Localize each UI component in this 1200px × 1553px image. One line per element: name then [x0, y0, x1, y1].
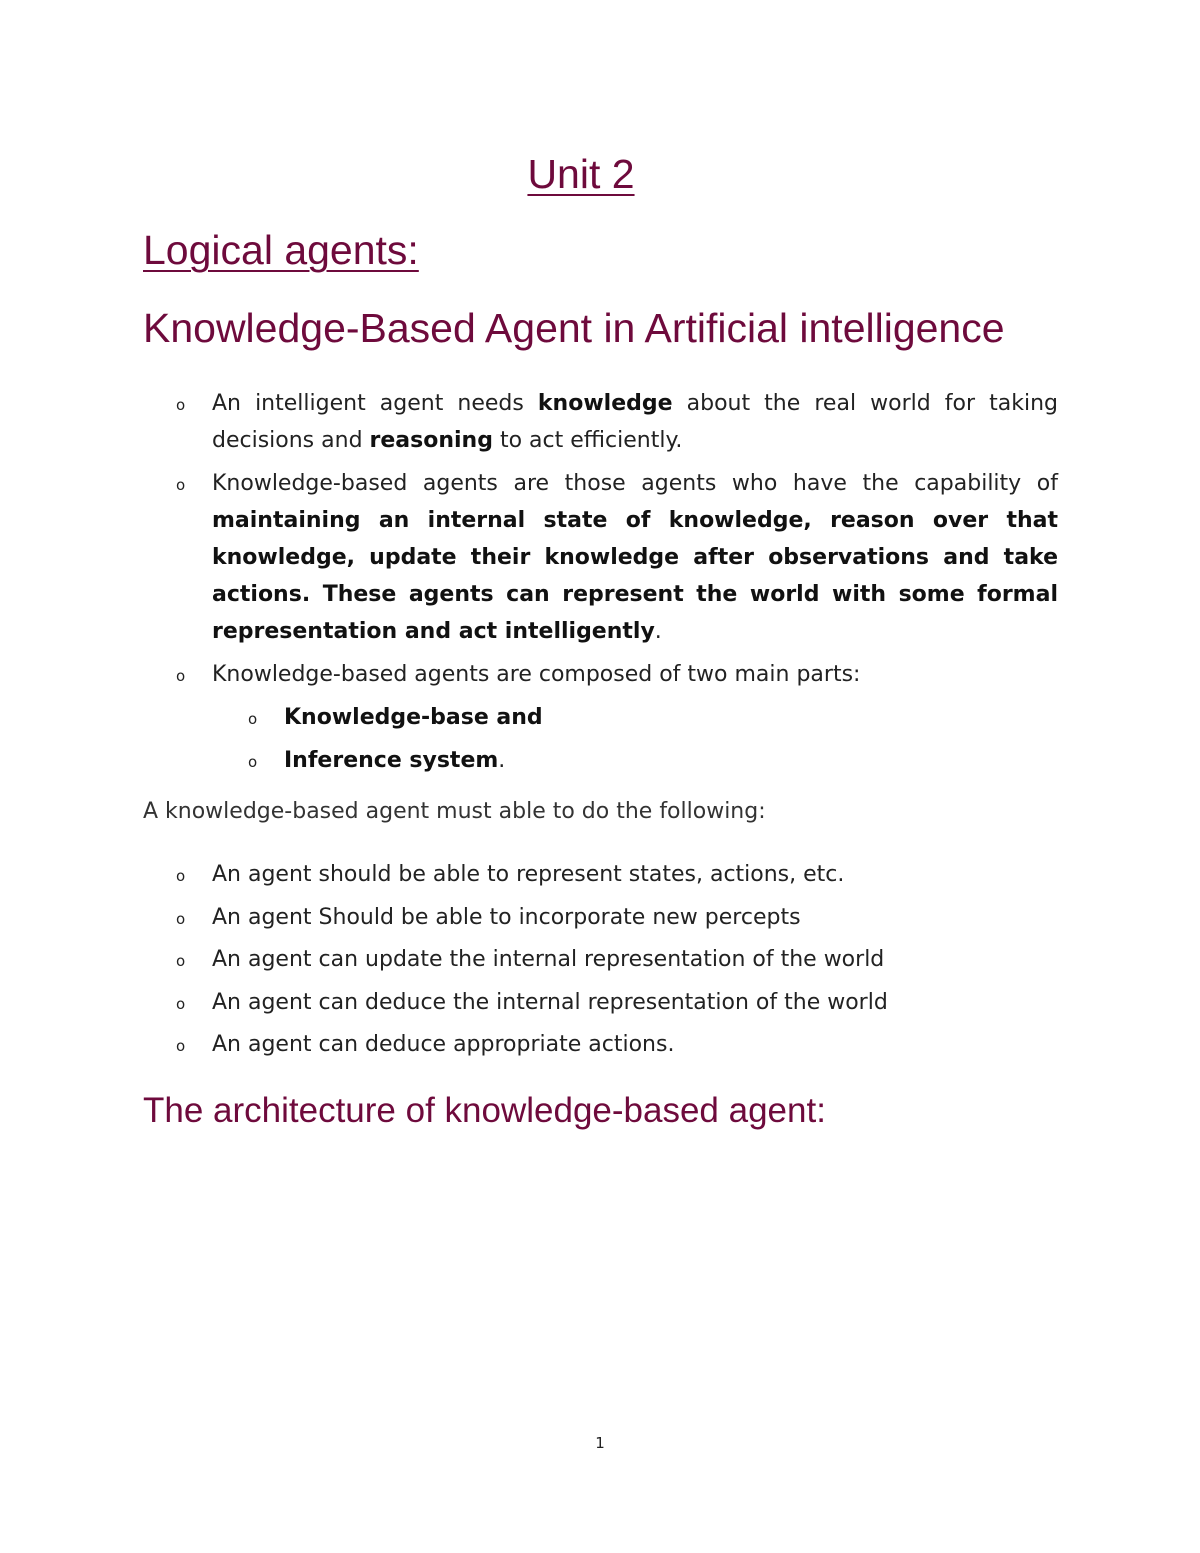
list-item: [176, 901, 1072, 935]
point-bold-text: knowledge: [537, 391, 673, 416]
bullet-icon: o: [176, 667, 186, 685]
intro-line: A knowledge-based agent must able to do the following:: [143, 799, 766, 824]
list-item: [176, 1028, 1072, 1062]
bullet-icon: o: [176, 909, 186, 928]
parts-sublist: [212, 699, 1058, 779]
sublist-item-text: Inference system: [284, 748, 499, 773]
bullet-icon: o: [176, 994, 186, 1013]
point-text: Knowledge-based agents are composed of two main parts:: [212, 662, 861, 687]
kba-bullet-list: [176, 385, 1058, 785]
page-number: 1: [595, 1434, 605, 1452]
point-text: An intelligent agent needs: [212, 391, 538, 416]
point-text: Knowledge-based agents are those agents who have the capability of: [212, 471, 1058, 496]
unit-title: Unit 2: [527, 151, 635, 197]
list-item: [176, 656, 1058, 779]
point-text: .: [654, 619, 662, 644]
list-item: [176, 943, 1072, 977]
abilities-list: [176, 858, 1072, 1071]
bullet-icon: o: [248, 710, 258, 728]
list-item: [176, 858, 1072, 892]
point-bold-text: reasoning: [369, 428, 493, 453]
ability-text: An agent can deduce the internal representation of the world: [212, 989, 888, 1015]
bullet-icon: o: [176, 1037, 186, 1055]
ability-text: An agent should be able to represent states, actions, etc.: [212, 862, 845, 887]
architecture-heading: The architecture of knowledge-based agent:: [143, 1091, 826, 1130]
list-item: [176, 465, 1058, 650]
list-item: [176, 385, 1058, 459]
sublist-item: [212, 742, 1058, 779]
section-heading: Logical agents:: [143, 227, 419, 273]
list-item: [176, 986, 1072, 1020]
sublist-item-end: .: [498, 748, 506, 773]
bullet-icon: o: [176, 396, 186, 414]
point-bold-text: maintaining an internal state of knowledge, reason over that knowledge, update their knowledge after observations and take actions. These agents can represent the world with some formal representation and act intelligently: [212, 508, 1058, 644]
bullet-icon: o: [248, 753, 258, 771]
bullet-icon: o: [176, 867, 186, 885]
topic-heading: Knowledge-Based Agent in Artificial intelligence: [143, 305, 1005, 351]
point-text: to act efficiently.: [492, 428, 683, 453]
ability-text: An agent Should be able to incorporate new percepts: [212, 904, 801, 930]
point-text: about the real world for taking decisions and: [212, 391, 1058, 453]
sublist-item: [212, 699, 1058, 736]
bullet-icon: o: [176, 476, 186, 494]
sublist-item-text: Knowledge-base and: [284, 705, 543, 730]
ability-text: An agent can deduce appropriate actions.: [212, 1032, 675, 1057]
ability-text: An agent can update the internal representation of the world: [212, 947, 885, 972]
bullet-icon: o: [176, 952, 186, 970]
